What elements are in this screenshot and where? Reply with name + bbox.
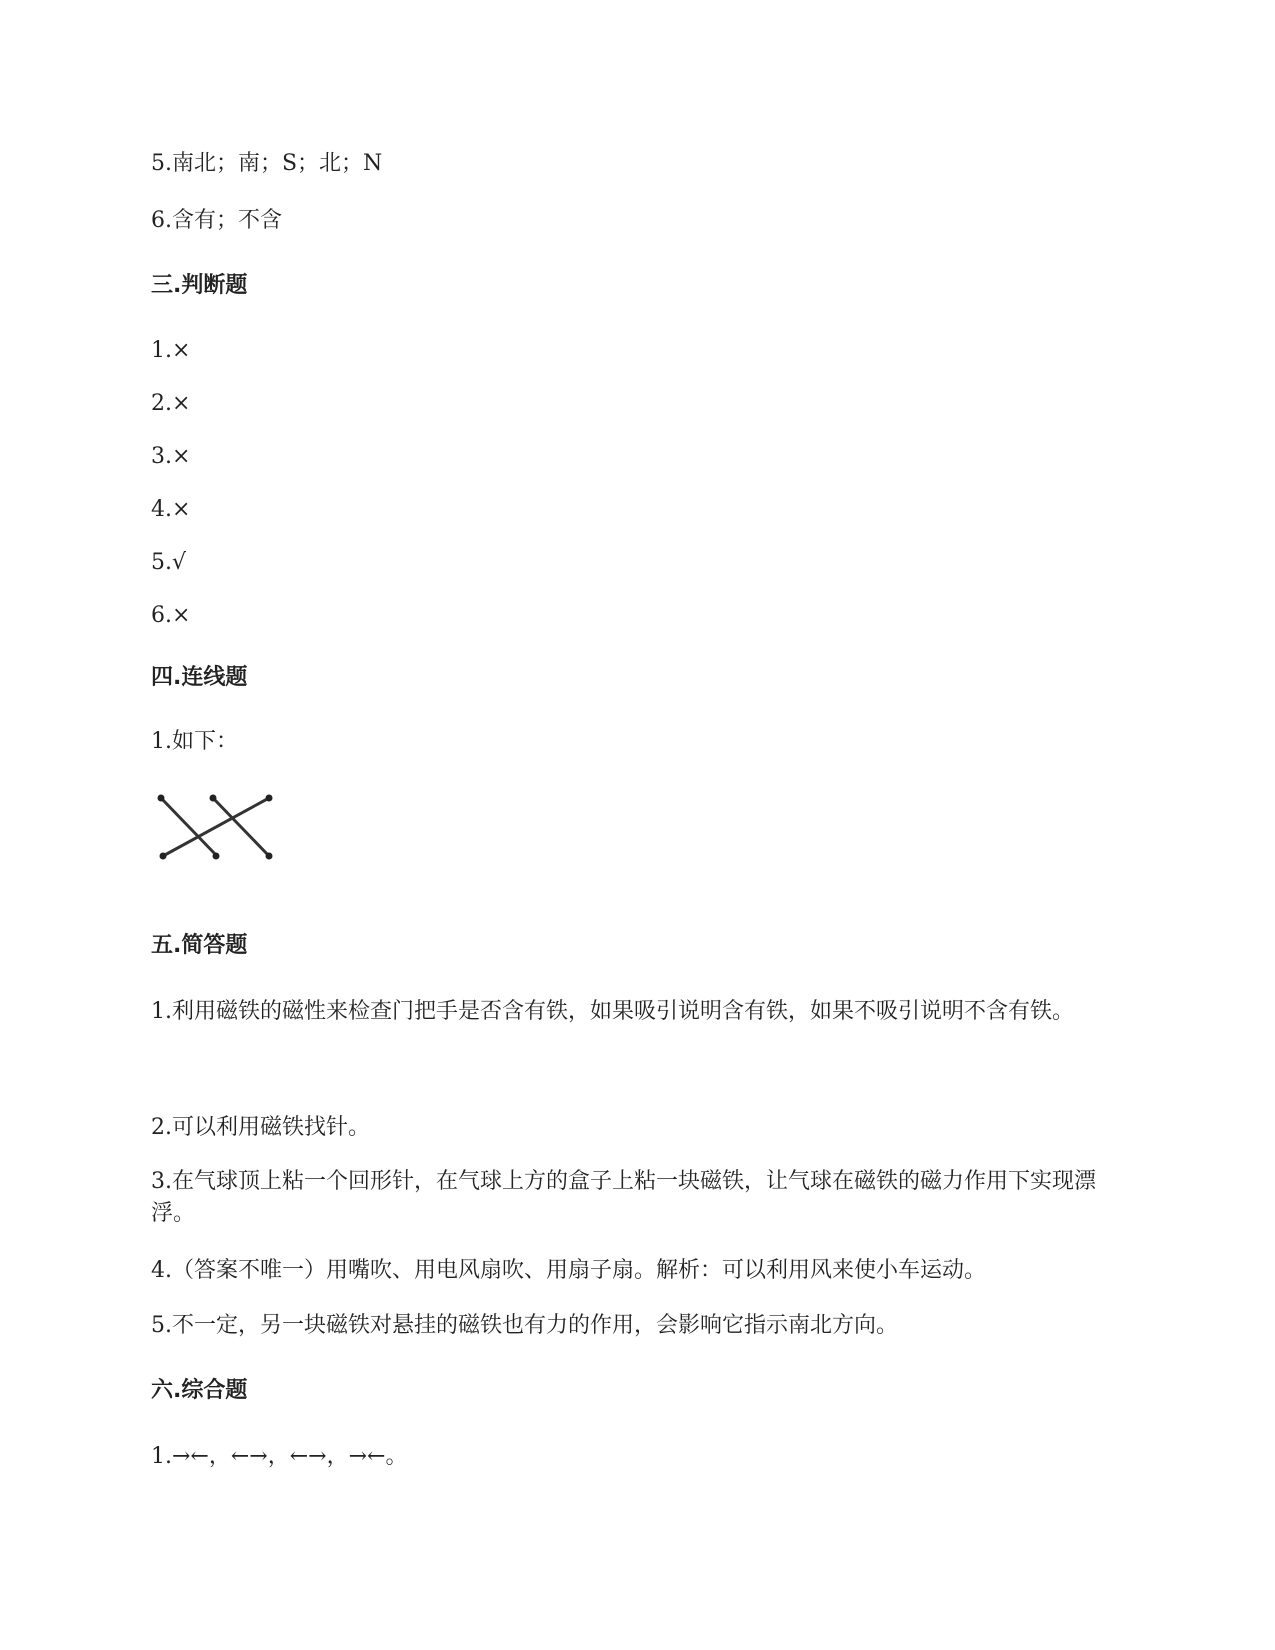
true-false-answer-3: 3.× xyxy=(151,444,191,469)
match-line-1 xyxy=(161,798,216,855)
match-dot-bottom-3 xyxy=(266,853,273,860)
match-dot-top-3 xyxy=(266,795,273,802)
true-false-answer-4: 4.× xyxy=(151,497,191,522)
match-dot-bottom-2 xyxy=(213,853,220,860)
match-dot-bottom-1 xyxy=(160,853,167,860)
fill-blank-answer-5: 5.南北；南；S；北；N xyxy=(151,151,383,176)
true-false-answer-6: 6.× xyxy=(151,603,191,628)
section-heading-short-answer: 五.简答题 xyxy=(151,933,248,958)
short-answer-1: 1.利用磁铁的磁性来检查门把手是否含有铁，如果吸引说明含有铁，如果不吸引说明不含有铁。 xyxy=(151,999,1074,1024)
match-dot-top-2 xyxy=(210,795,217,802)
true-false-answer-2: 2.× xyxy=(151,391,191,416)
short-answer-2: 2.可以利用磁铁找针。 xyxy=(151,1115,370,1140)
fill-blank-answer-6: 6.含有；不含 xyxy=(151,208,282,233)
comprehensive-answer-1: 1.→←，←→，←→，→←。 xyxy=(151,1444,408,1469)
short-answer-5: 5.不一定，另一块磁铁对悬挂的磁铁也有力的作用，会影响它指示南北方向。 xyxy=(151,1313,898,1338)
true-false-answer-5: 5.√ xyxy=(151,550,187,575)
section-heading-comprehensive: 六.综合题 xyxy=(151,1378,248,1403)
section-heading-true-false: 三.判断题 xyxy=(151,273,248,298)
true-false-answer-1: 1.× xyxy=(151,338,191,363)
match-line-3 xyxy=(213,798,269,856)
match-dot-top-1 xyxy=(158,795,165,802)
short-answer-3: 3.在气球顶上粘一个回形针，在气球上方的盒子上粘一块磁铁，让气球在磁铁的磁力作用下实现漂浮。 xyxy=(151,1169,1096,1226)
matching-answer-1: 1.如下： xyxy=(151,729,238,754)
section-heading-matching: 四.连线题 xyxy=(151,665,248,690)
matching-lines-diagram xyxy=(151,790,281,870)
match-line-2 xyxy=(163,798,269,856)
short-answer-4: 4.（答案不唯一）用嘴吹、用电风扇吹、用扇子扇。解析：可以利用风来使小车运动。 xyxy=(151,1258,986,1283)
